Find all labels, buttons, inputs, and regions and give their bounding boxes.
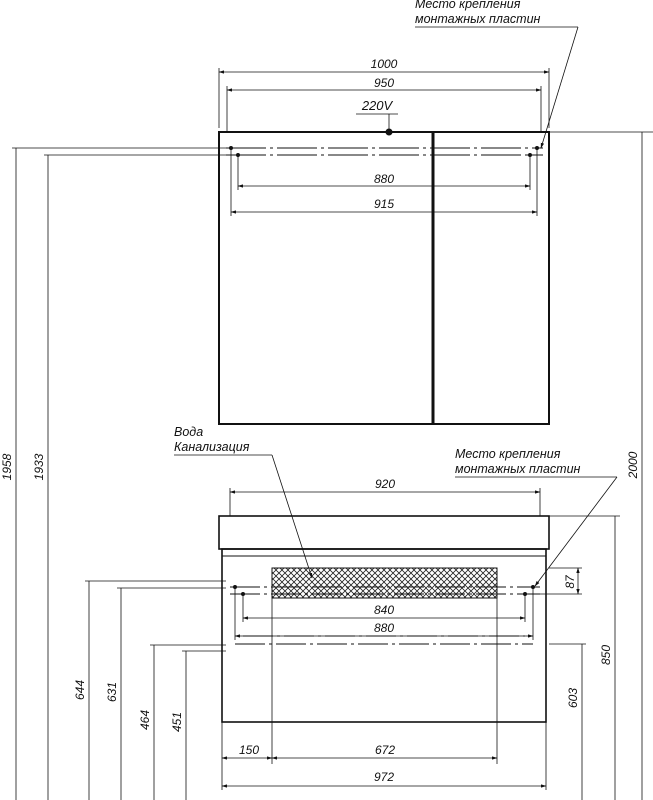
dim-label: 915 [373,197,395,211]
callout-text: монтажных пластин [455,462,581,476]
dim-label: 880 [373,172,395,186]
dim-label: 840 [373,603,395,617]
plumbing-callout [174,425,312,578]
dim-label: 972 [373,770,395,784]
dim-label: 880 [373,621,395,635]
dim-label: 644 [73,679,87,701]
dim-label: 87 [563,575,577,589]
dim-label: 1000 [370,57,398,71]
dim-920 [230,477,540,516]
water-label: Вода [174,425,204,439]
dim-972 [222,770,546,786]
dim-631 [105,588,226,800]
dim-label: 2000 [626,451,640,479]
callout-text: Место крепления [455,447,561,461]
callout-text: монтажных пластин [415,12,541,26]
dim-label: 464 [138,709,152,731]
dim-label: 950 [373,76,395,90]
vanity-unit [219,516,549,722]
dim-451 [170,651,226,800]
dim-label: 150 [238,743,260,757]
mount-plates-callout-top [415,0,578,148]
dim-label: 920 [374,477,396,491]
dim-label: 1933 [32,453,46,481]
dim-label: 672 [374,743,396,757]
dim-cabinet-880 [238,155,530,190]
dim-1000 [219,57,549,128]
dim-603 [549,644,586,800]
power-outlet-icon [386,129,393,136]
dim-850 [549,516,620,800]
dim-label: 1958 [0,453,14,481]
sewer-label: Канализация [174,440,250,454]
dim-1933 [32,155,226,800]
callout-text: Место крепления [415,0,521,11]
dim-label: 631 [105,681,119,703]
dim-644 [73,581,226,800]
voltage-label: 220V [361,98,393,113]
dim-label: 850 [599,644,613,666]
dim-label: 603 [566,687,580,709]
dim-label: 451 [170,711,184,733]
voltage-callout [356,98,398,129]
vanity-countertop [219,516,549,549]
